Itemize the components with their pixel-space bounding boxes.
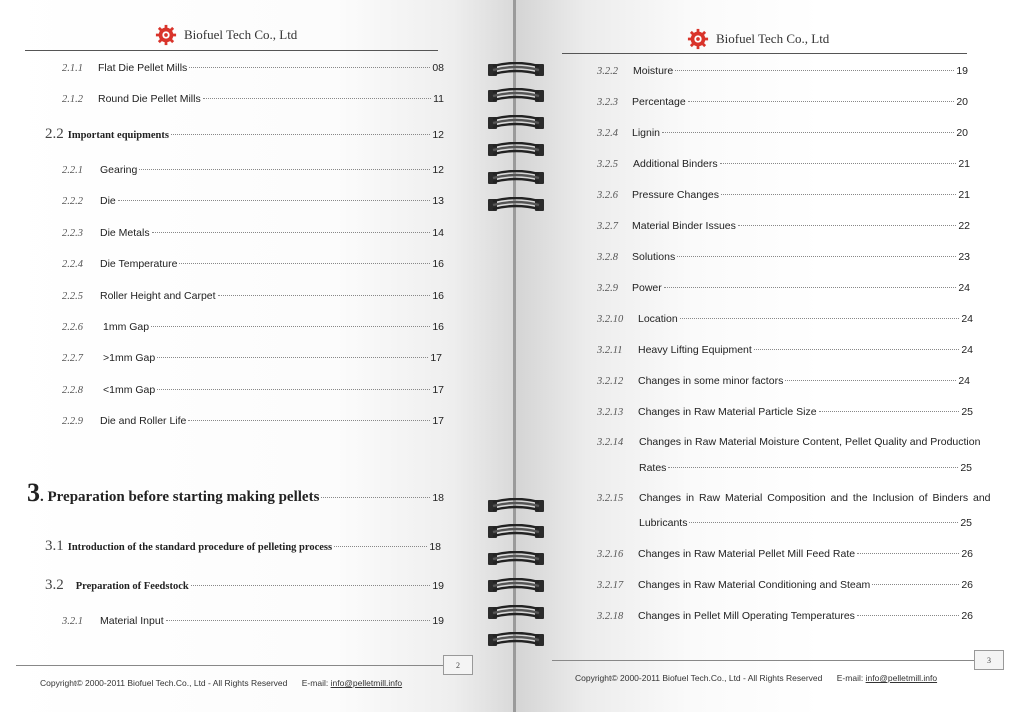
email-label: E-mail: [836, 673, 864, 683]
toc-section-entry[interactable]: 3.1 Introduction of the standard procedure of pelleting process 18 [45, 538, 441, 554]
toc-chapter-entry[interactable]: 3 . Preparation before starting making pellets 18 [27, 478, 444, 507]
toc-entry[interactable]: 2.2.9 Die and Roller Life 17 [62, 415, 444, 427]
header-rule [25, 50, 438, 51]
toc-entry[interactable]: 3.2.16 Changes in Raw Material Pellet Mill Feed Rate 26 [597, 548, 973, 560]
company-logo [155, 24, 297, 46]
toc-entry[interactable]: 2.2.8 <1mm Gap 17 [62, 384, 444, 396]
page-number: 2 [443, 655, 473, 675]
binding-ring [487, 62, 545, 78]
binding-ring [487, 115, 545, 131]
toc-entry[interactable]: 2.2.5 Roller Height and Carpet 16 [62, 290, 444, 302]
binding-ring [487, 498, 545, 514]
toc-entry[interactable]: 2.2.3 Die Metals 14 [62, 227, 444, 239]
toc-entry[interactable]: 3.2.9 Power 24 [597, 282, 970, 294]
company-name: Biofuel Tech Co., Ltd [184, 27, 298, 42]
email-label: E-mail: [301, 678, 329, 688]
toc-entry-multiline[interactable]: 3.2.14 Changes in Raw Material Moisture Content, Pellet Quality and Production [597, 436, 981, 448]
toc-section-entry[interactable]: 2.2 Important equipments 12 [45, 126, 444, 142]
toc-entry[interactable]: 2.1.2 Round Die Pellet Mills 11 [62, 93, 444, 105]
binding-ring [487, 605, 545, 621]
footer [40, 678, 402, 688]
right-page [515, 0, 1024, 712]
toc-entry[interactable]: 3.2.7 Material Binder Issues 22 [597, 220, 970, 232]
header-rule [562, 53, 967, 54]
toc-entry[interactable]: 3.2.13 Changes in Raw Material Particle Size 25 [597, 406, 973, 418]
toc-entry-continuation[interactable]: Lubricants 25 [639, 517, 972, 529]
toc-entry[interactable]: 2.2.7 >1mm Gap 17 [62, 352, 442, 364]
footer-rule [552, 660, 974, 661]
toc-entry[interactable]: 2.2.2 Die 13 [62, 195, 444, 207]
toc-entry[interactable]: 3.2.10 Location 24 [597, 313, 973, 325]
toc-entry[interactable]: 3.2.5 Additional Binders 21 [597, 158, 970, 170]
copyright-text: Copyright© 2000-2011 Biofuel Tech.Co., Ltd - All Rights Reserved [40, 678, 288, 688]
toc-entry[interactable]: 3.2.17 Changes in Raw Material Conditioning and Steam 26 [597, 579, 973, 591]
gear-logo-icon [155, 24, 177, 46]
binding-ring [487, 88, 545, 104]
binding-ring [487, 197, 545, 213]
email-link[interactable]: info@pelletmill.info [865, 673, 938, 683]
binding-ring [487, 578, 545, 594]
toc-entry[interactable]: 2.2.6 1mm Gap 16 [62, 321, 444, 333]
binding-ring [487, 632, 545, 648]
page-number: 3 [974, 650, 1004, 670]
binding-ring [487, 142, 545, 158]
toc-entry[interactable]: 2.2.4 Die Temperature 16 [62, 258, 444, 270]
binding-ring [487, 551, 545, 567]
gear-logo-icon [687, 28, 709, 50]
toc-entry[interactable]: 3.2.12 Changes in some minor factors 24 [597, 375, 970, 387]
company-name: Biofuel Tech Co., Ltd [716, 31, 830, 46]
toc-entry[interactable]: 3.2.6 Pressure Changes 21 [597, 189, 970, 201]
toc-entry[interactable]: 3.2.8 Solutions 23 [597, 251, 970, 263]
company-logo [687, 28, 829, 50]
toc-entry[interactable]: 3.2.1 Material Input 19 [62, 615, 444, 627]
copyright-text: Copyright© 2000-2011 Biofuel Tech.Co., Ltd - All Rights Reserved [575, 673, 823, 683]
toc-entry[interactable]: 3.2.11 Heavy Lifting Equipment 24 [597, 344, 973, 356]
toc-entry[interactable]: 3.2.18 Changes in Pellet Mill Operating Temperatures 26 [597, 610, 973, 622]
toc-entry[interactable]: 3.2.2 Moisture 19 [597, 65, 968, 77]
email-link[interactable]: info@pelletmill.info [330, 678, 403, 688]
toc-entry-continuation[interactable]: Rates 25 [639, 462, 972, 474]
binding-ring [487, 524, 545, 540]
toc-entry[interactable]: 2.1.1 Flat Die Pellet Mills 08 [62, 62, 444, 74]
toc-entry[interactable]: 3.2.4 Lignin 20 [597, 127, 968, 139]
footer-rule [16, 665, 444, 666]
toc-section-entry[interactable]: 3.2 Preparation of Feedstock 19 [45, 577, 444, 593]
binding-ring [487, 170, 545, 186]
toc-entry[interactable]: 3.2.3 Percentage 20 [597, 96, 968, 108]
footer [575, 673, 937, 683]
toc-entry-multiline[interactable]: 3.2.15 Changes in Raw Material Composition and the Inclusion of Binders and [597, 492, 991, 504]
toc-entry[interactable]: 2.2.1 Gearing 12 [62, 164, 444, 176]
